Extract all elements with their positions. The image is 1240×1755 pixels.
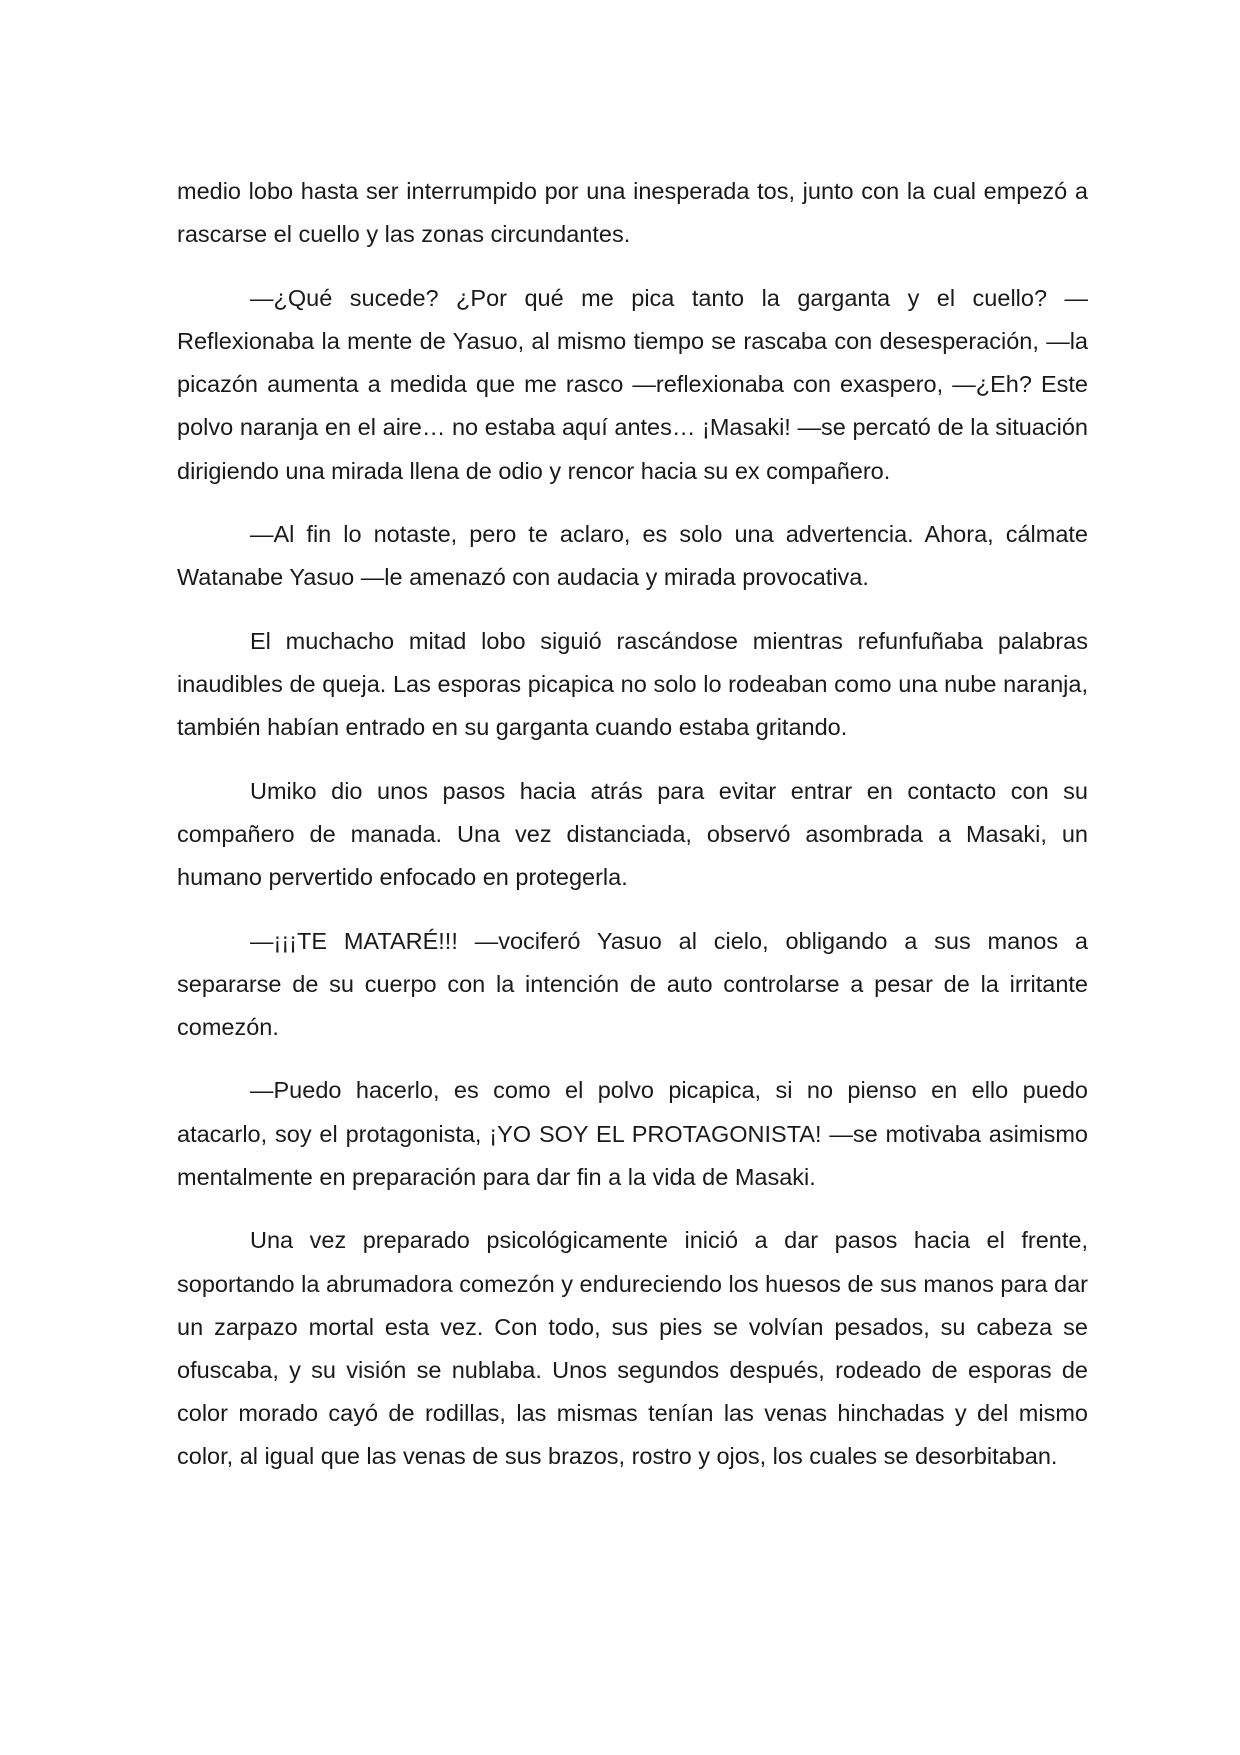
paragraph-4: El muchacho mitad lobo siguió rascándose mientras refunfuñaba palabras inaudibles de queja. Las esporas picapica no solo lo rodeaban como una nube naranja, también habían entrado en su garganta cuando estaba gritando. [177, 627, 1088, 741]
paragraph-7: —Puedo hacerlo, es como el polvo picapica, si no pienso en ello puedo atacarlo, soy el protagonista, ¡YO SOY EL PROTAGONISTA! —se motivaba asimismo mentalmente en preparación para dar fin a la vida de Masaki. [177, 1077, 1088, 1190]
paragraph-5: Umiko dio unos pasos hacia atrás para evitar entrar en contacto con su compañero de manada. Una vez distanciada, observó asombrada a Masaki, un humano pervertido enfocado en protegerla. [177, 777, 1088, 891]
paragraph-8: Una vez preparado psicológicamente inició a dar pasos hacia el frente, soportando la abrumadora comezón y endureciendo los huesos de sus manos para dar un zarpazo mortal esta vez. Con todo, sus pies se volvían pesados, su cabeza se ofuscaba, y su visión se nublaba. Unos segundos después, rodeado de esporas de color morado cayó de rodillas, las mismas tenían las venas hinchadas y del mismo color, al igual que las venas de sus brazos, rostro y ojos, los cuales se desorbitaban. [177, 1227, 1088, 1470]
paragraph-2: —¿Qué sucede? ¿Por qué me pica tanto la garganta y el cuello? —Reflexionaba la mente de Yasuo, al mismo tiempo se rascaba con desesperación, —la picazón aumenta a medida que me rasco —reflexionaba con exaspero, —¿Eh? Este polvo naranja en el aire… no estaba aquí antes… ¡Masaki! —se percató de la situación dirigiendo una mirada llena de odio y rencor hacia su ex compañero. [177, 284, 1088, 484]
paragraph-6: —¡¡¡TE MATARÉ!!! —vociferó Yasuo al cielo, obligando a sus manos a separarse de su cuerpo con la intención de auto controlarse a pesar de la irritante comezón. [177, 927, 1088, 1040]
paragraph-3: —Al fin lo notaste, pero te aclaro, es solo una advertencia. Ahora, cálmate Watanabe Yasuo —le amenazó con audacia y mirada provocativa. [177, 521, 1088, 591]
paragraph-1: medio lobo hasta ser interrumpido por una inesperada tos, junto con la cual empezó a rascarse el cuello y las zonas circundantes. [177, 178, 1088, 248]
document-body [177, 170, 1088, 1499]
